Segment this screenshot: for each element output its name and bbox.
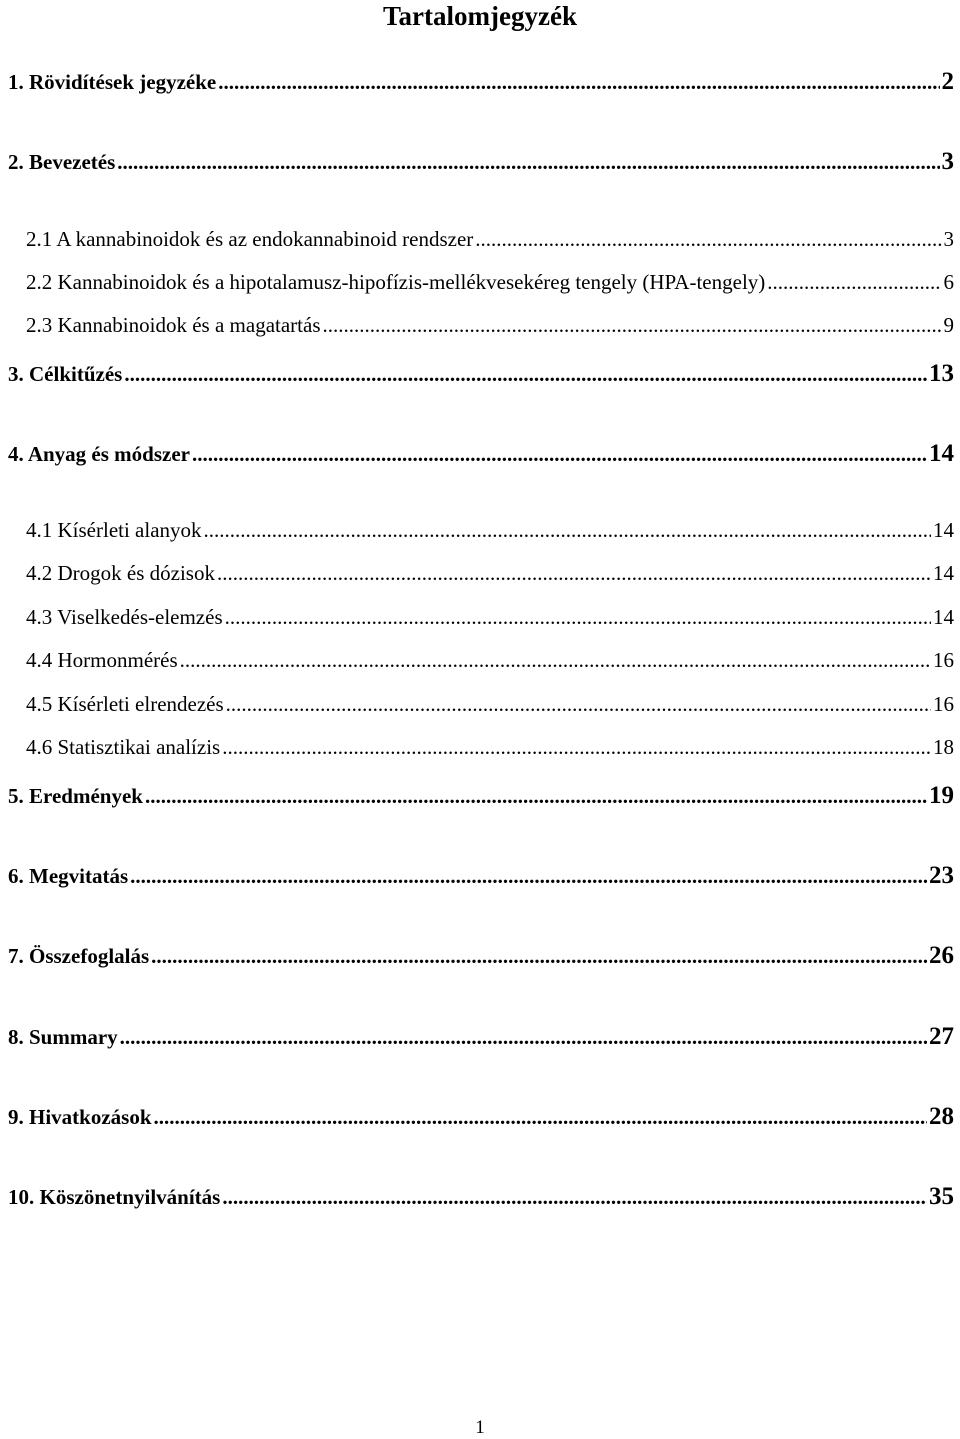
toc-entry-page: 27 — [929, 1023, 954, 1050]
toc-dot-leader — [130, 864, 927, 889]
toc-entry-page: 2 — [941, 68, 954, 95]
toc-entry-label: 4.5 Kísérleti elrendezés — [26, 692, 224, 716]
toc-entry-page: 14 — [933, 605, 954, 629]
toc-entry-4-3[interactable] — [26, 605, 954, 630]
toc-entry-page: 6 — [943, 270, 954, 294]
toc-entry-page: 3 — [941, 148, 954, 175]
toc-entry-references[interactable] — [8, 1103, 954, 1131]
toc-entry-4-6[interactable] — [26, 735, 954, 760]
toc-entry-summary-en[interactable] — [8, 1023, 954, 1051]
toc-dot-leader — [192, 442, 927, 467]
toc-entry-label: 2.2 Kannabinoidok és a hipotalamusz-hipofízis-mellékvesekéreg tengely (HPA-tengely) — [26, 270, 766, 294]
toc-entry-label: 9. Hivatkozások — [8, 1105, 152, 1129]
toc-entry-page: 28 — [929, 1103, 954, 1130]
toc-entry-page: 18 — [933, 735, 954, 759]
toc-dot-leader — [124, 362, 927, 387]
toc-dot-leader — [117, 150, 939, 175]
toc-entry-label: 7. Összefoglalás — [8, 944, 150, 968]
toc-dot-leader — [154, 1105, 927, 1130]
toc-entry-page: 14 — [933, 561, 954, 585]
toc-entry-label: 6. Megvitatás — [8, 864, 129, 888]
toc-entry-methods[interactable] — [8, 440, 954, 468]
toc-dot-leader — [475, 227, 941, 252]
toc-entry-2-1[interactable] — [26, 227, 954, 252]
toc-dot-leader — [226, 692, 931, 717]
toc-entry-summary-hu[interactable] — [8, 942, 954, 970]
toc-entry-4-1[interactable] — [26, 518, 954, 543]
toc-entry-label: 4.2 Drogok és dózisok — [26, 561, 215, 585]
toc-entry-page: 16 — [933, 692, 954, 716]
toc-dot-leader — [204, 518, 931, 543]
toc-entry-label: 4.4 Hormonmérés — [26, 648, 178, 672]
toc-entry-label: 4. Anyag és módszer — [8, 442, 190, 466]
toc-entry-introduction[interactable] — [8, 148, 954, 176]
toc-entry-4-4[interactable] — [26, 648, 954, 673]
toc-entry-page: 14 — [929, 440, 954, 467]
toc-dot-leader — [222, 1185, 927, 1210]
page-number: 1 — [475, 1417, 485, 1438]
toc-entry-label: 2. Bevezetés — [8, 150, 116, 174]
toc-entry-label: 3. Célkitűzés — [8, 362, 123, 386]
toc-entry-label: 8. Summary — [8, 1025, 118, 1049]
toc-entry-discussion[interactable] — [8, 862, 954, 890]
toc-entry-label: 5. Eredmények — [8, 784, 143, 808]
toc-entry-objectives[interactable] — [8, 360, 954, 388]
toc-entry-page: 3 — [943, 227, 954, 251]
toc-entry-page: 26 — [929, 942, 954, 969]
toc-entry-label: 2.3 Kannabinoidok és a magatartás — [26, 313, 321, 337]
toc-entry-acknowledgements[interactable] — [8, 1183, 954, 1211]
toc-entry-results[interactable] — [8, 782, 954, 810]
toc-dot-leader — [225, 605, 931, 630]
toc-dot-leader — [217, 561, 931, 586]
toc-entry-page: 23 — [929, 862, 954, 889]
toc-entry-page: 14 — [933, 518, 954, 542]
toc-entry-page: 35 — [929, 1183, 954, 1210]
toc-dot-leader — [218, 70, 939, 95]
toc-entry-label: 1. Rövidítések jegyzéke — [8, 70, 217, 94]
toc-dot-leader — [151, 944, 927, 969]
toc-dot-leader — [222, 735, 931, 760]
toc-entry-2-3[interactable] — [26, 313, 954, 338]
toc-entry-label: 4.1 Kísérleti alanyok — [26, 518, 202, 542]
toc-dot-leader — [120, 1025, 927, 1050]
toc-entry-page: 16 — [933, 648, 954, 672]
toc-entry-label: 2.1 A kannabinoidok és az endokannabinoid rendszer — [26, 227, 474, 251]
toc-entry-abbreviations[interactable] — [8, 68, 954, 96]
toc-entry-page: 19 — [929, 782, 954, 809]
toc-dot-leader — [767, 270, 941, 295]
toc-entry-label: 10. Köszönetnyilvánítás — [8, 1185, 221, 1209]
toc-title: Tartalomjegyzék — [383, 1, 577, 31]
toc-entry-label: 4.6 Statisztikai analízis — [26, 735, 221, 759]
toc-entry-page: 13 — [929, 360, 954, 387]
toc-entry-2-2[interactable] — [26, 270, 954, 295]
toc-entry-label: 4.3 Viselkedés-elemzés — [26, 605, 223, 629]
toc-entry-page: 9 — [943, 313, 954, 337]
toc-dot-leader — [180, 648, 931, 673]
toc-entry-4-2[interactable] — [26, 561, 954, 586]
toc-entry-4-5[interactable] — [26, 692, 954, 717]
toc-dot-leader — [323, 313, 942, 338]
toc-dot-leader — [145, 784, 927, 809]
